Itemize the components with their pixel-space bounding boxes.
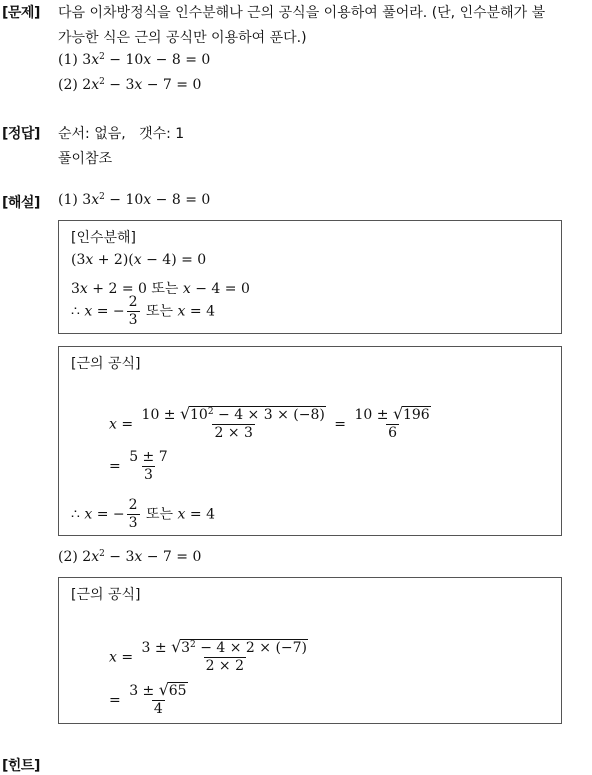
explanation-part-2: (2) $2x^2 - 3x - 7 = 0$ [58,549,202,565]
problem-label: [문제] [2,5,40,21]
factoring-box-title: [인수분해] [71,230,137,246]
therefore-symbol: ∴ [71,303,80,320]
answer-line2: 풀이참조 [58,151,113,167]
explanation-part-2-prefix: (2) [58,549,78,565]
quadratic-box-1-result: ∴ x = − $\frac{2}{3}$ 또는 x = 4 [71,497,215,531]
quadratic-box-2-title: [근의 공식] [71,587,141,603]
quadratic-box-1-title: [근의 공식] [71,356,141,372]
quadratic-box-1-step-1: x = 10 ± √ $10^2 - 4 \times 3 \times (-8)$ 2 × 3 = 10 ± √ 196 6 [109,404,430,441]
or-word: 또는 [151,281,179,297]
explanation-part-1-prefix: (1) [58,192,78,208]
therefore-symbol: ∴ [71,506,80,523]
quadratic-box-2-step-1: x = 3 ± √ $3^2 - 4 \times 2 \times (-7)$ 2 × 2 [109,637,308,674]
factoring-box [58,220,562,334]
problem-text-line1: 다음 이차방정식을 인수분해나 근의 공식을 이용하여 풀어라. (단, 인수분해가 불 [58,5,546,21]
answer-label: [정답] [2,126,40,142]
explanation-part-1: (1) $3x^2 - 10x - 8 = 0$ [58,192,211,208]
quadratic-formula-box-1 [58,346,562,536]
factoring-step-2: 3x + 2 = 0 또는 x − 4 = 0 [71,281,250,297]
problem-item-2: (2) $2x^2 - 3x - 7 = 0$ [58,77,202,93]
quadratic-formula-box-2 [58,577,562,724]
problem-text-line2: 가능한 식은 근의 공식만 이용하여 푼다.) [58,30,307,46]
answer-line1: 순서: 없음, 갯수: 1 [58,126,185,142]
factoring-step-1: (3x + 2)(x − 4) = 0 [71,252,207,268]
or-word: 또는 [146,506,174,523]
explanation-label: [해설] [2,195,40,211]
problem-item-1-prefix: (1) [58,52,78,68]
problem-item-1: (1) $3x^2 - 10x - 8 = 0$ [58,52,211,68]
problem-item-2-prefix: (2) [58,77,78,93]
hint-label: [힌트] [2,758,40,774]
quadratic-box-2-step-2: = 3 ± √ 65 4 [109,680,187,717]
factoring-step-3: ∴ x = − $\frac{2}{3}$ 또는 x = 4 [71,294,215,328]
quadratic-box-1-step-2: = $\frac{5 \pm 7}{3}$ [109,449,168,483]
or-word: 또는 [146,303,174,320]
